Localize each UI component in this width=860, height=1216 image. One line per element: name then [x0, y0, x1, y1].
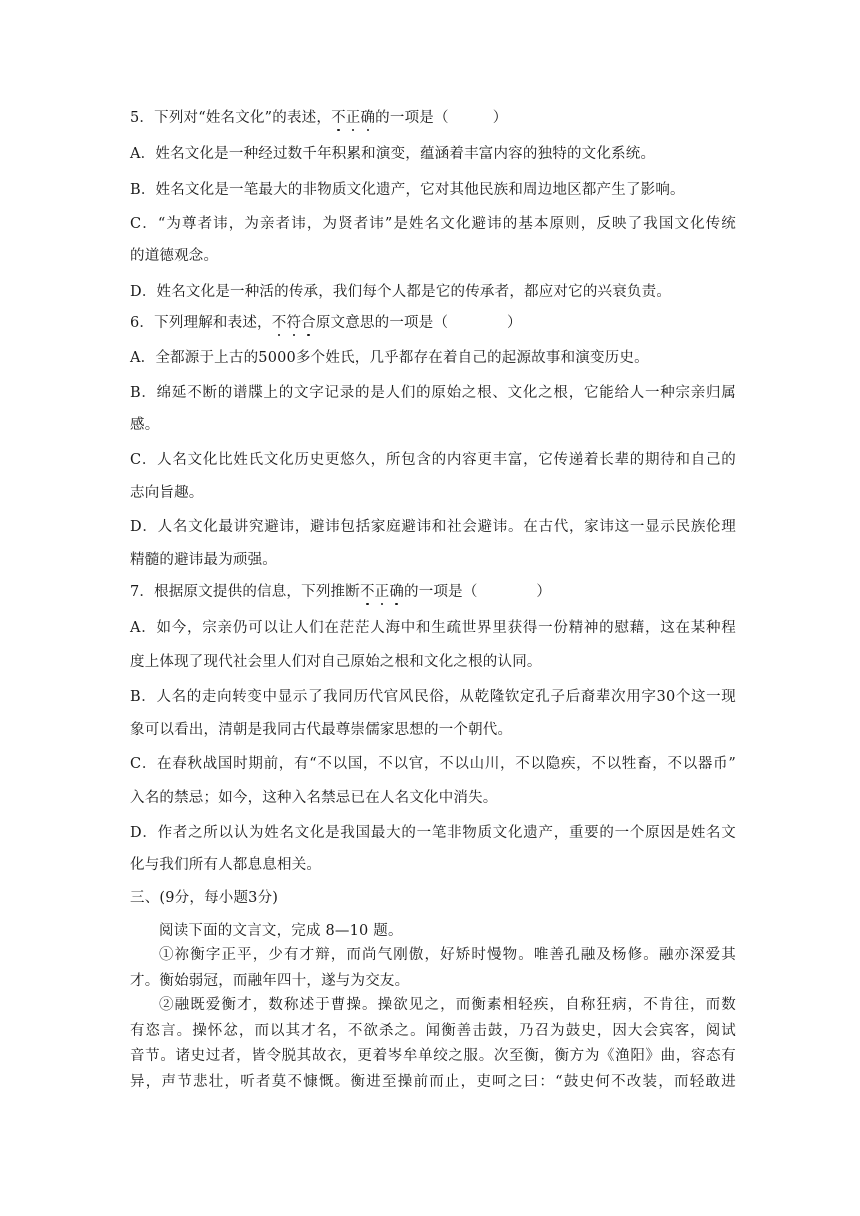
- q6-stem-tail: 原文意思的一项是（ ）: [315, 315, 522, 331]
- q7-stem-text: 7．根据原文提供的信息，下列推断: [130, 584, 360, 600]
- section-heading: 三、(9分，每小题3分): [130, 890, 279, 906]
- q6-option-b-line2: 感。: [130, 417, 160, 433]
- passage-p2-line2: 有恣言。操怀忿，而以其才名，不欲杀之。闻衡善击鼓，乃召为鼓史，因大会宾客，阅试: [130, 1023, 736, 1039]
- emphasis-char: 不: [331, 110, 346, 126]
- q5-stem-tail: 的一项是（ ）: [375, 110, 508, 126]
- passage-p1-line1: ①祢衡字正平，少有才辩，而尚气刚傲，好矫时慢物。唯善孔融及杨修。融亦深爱其: [159, 947, 736, 963]
- passage-p2-line3: 音节。诸史过者，皆令脱其故衣，更着岑牟单绞之服。次至衡，衡方为《渔阳》曲，容态有: [130, 1048, 736, 1064]
- q7-stem: [130, 582, 736, 602]
- q7-option-d-line2: 化与我们所有人都息息相关。: [130, 857, 322, 873]
- emphasis-char: 确: [389, 584, 405, 600]
- q7-stem-tail: 的一项是（ ）: [404, 584, 552, 600]
- q5-stem-text: 5．下列对“姓名文化”的表述，: [130, 110, 332, 126]
- q6-stem: [130, 313, 736, 333]
- q7-option-a-line2: 度上体现了现代社会里人们对自己原始之根和文化之根的认同。: [130, 654, 542, 670]
- emphasis-char: 不: [359, 584, 375, 600]
- q6-option-a: A．全都源于上古的5000多个姓氏，几乎都存在着自己的起源故事和演变历史。: [130, 350, 649, 366]
- q5-option-c-line1: C．“为尊者讳，为亲者讳，为贤者讳”是姓名文化避讳的基本原则，反映了我国文化传统: [130, 216, 736, 232]
- q5-option-c-line2: 的道德观念。: [130, 248, 219, 264]
- emphasis-char: 不: [271, 315, 287, 331]
- q7-option-b-line1: B．人名的走向转变中显示了我同历代官风民俗，从乾隆钦定孔子后裔辈次用字30个这一现: [130, 689, 736, 705]
- q7-option-b-line2: 象可以看出，清朝是我同古代最尊崇儒家思想的一个朝代。: [130, 722, 513, 738]
- passage-p2-line4: 异，声节悲壮，听者莫不慷慨。衡进至操前而止，吏呵之曰：“鼓史何不改装，而轻敢进: [130, 1074, 736, 1090]
- q5-option-d: D．姓名文化是一种活的传承，我们每个人都是它的传承者，都应对它的兴衰负责。: [130, 284, 672, 300]
- q5-option-b: B．姓名文化是一笔最大的非物质文化遗产，它对其他民族和周边地区都产生了影响。: [130, 182, 685, 198]
- passage-p2-line1: ②融既爱衡才，数称述于曹操。操欲见之，而衡素相轻疾，自称狂病，不肯往，而数: [159, 997, 736, 1013]
- q7-option-a-line1: A．如今，宗亲仍可以让人们在茫茫人海中和生疏世界里获得一份精神的慰藉，这在某种程: [130, 620, 736, 636]
- emphasis-char: 正: [345, 110, 361, 126]
- passage-p1-line2: 才。衡始弱冠，而融年四十，遂与为交友。: [130, 973, 410, 989]
- q5-stem: [130, 108, 736, 128]
- emphasis-char: 合: [301, 315, 316, 331]
- q7-option-d-line1: D．作者之所以认为姓名文化是我国最大的一笔非物质文化遗产，重要的一个原因是姓名文: [130, 825, 736, 841]
- q6-option-d-line1: D．人名文化最讲究避讳，避讳包括家庭避讳和社会避讳。在古代，家讳这一显示民族伦理: [130, 519, 736, 535]
- emphasis-char: 正: [374, 584, 390, 600]
- q7-option-c-line2: 入名的禁忌；如今，这种入名禁忌已在人名文化中消失。: [130, 790, 498, 806]
- q6-option-d-line2: 精髓的避讳最为顽强。: [130, 552, 277, 568]
- emphasis-char: 确: [360, 110, 376, 126]
- q5-option-a: A．姓名文化是一种经过数千年积累和演变，蕴涵着丰富内容的独特的文化系统。: [130, 146, 656, 162]
- q6-stem-text: 6．下列理解和表述，: [130, 315, 272, 331]
- section-intro: 阅读下面的文言文，完成 8—10 题。: [159, 923, 403, 939]
- q7-option-c-line1: C．在春秋战国时期前，有“不以国，不以官，不以山川，不以隐疾，不以牲畜，不以器币”: [130, 756, 736, 772]
- q6-option-c-line2: 志向旨趣。: [130, 485, 204, 501]
- q6-option-b-line1: B．绵延不断的谱牒上的文字记录的是人们的原始之根、文化之根，它能给人一种宗亲归属: [130, 385, 736, 401]
- emphasis-char: 符: [286, 315, 302, 331]
- q6-option-c-line1: C．人名文化比姓氏文化历史更悠久，所包含的内容更丰富，它传递着长辈的期待和自己的: [130, 452, 736, 468]
